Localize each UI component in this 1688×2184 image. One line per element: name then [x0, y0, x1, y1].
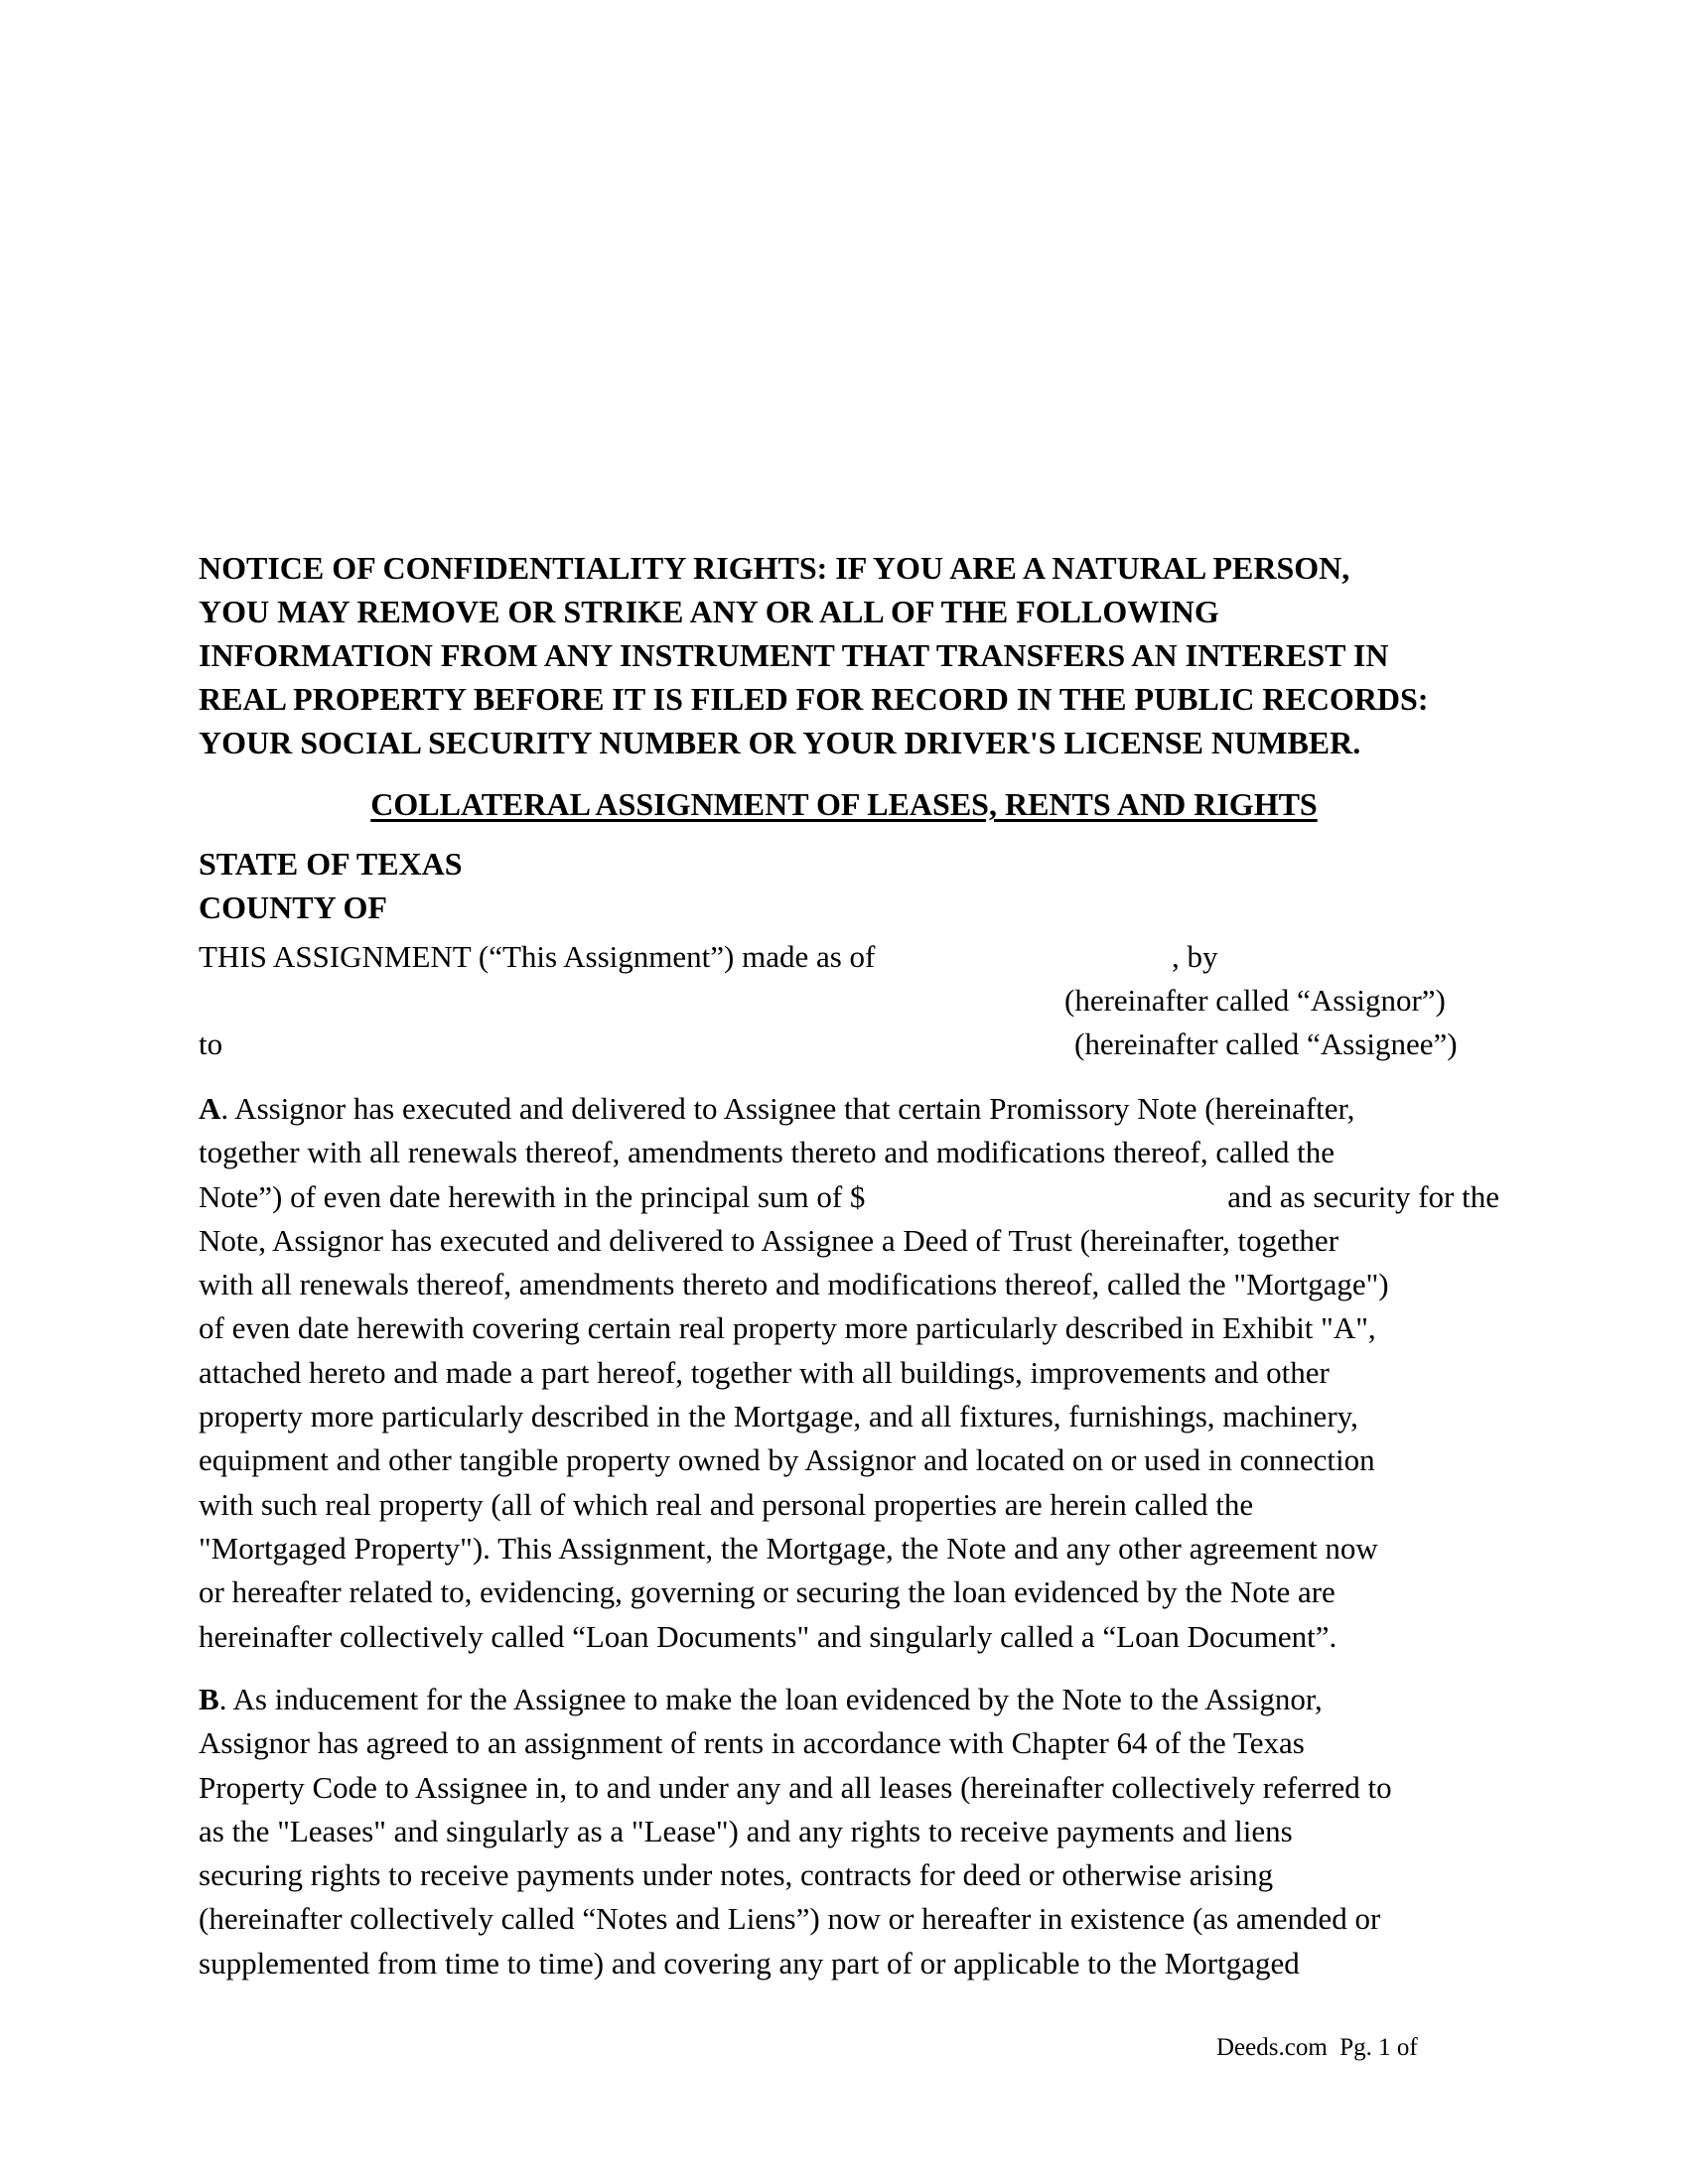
intro-made-as-of: THIS ASSIGNMENT (“This Assignment”) made as of	[199, 939, 876, 974]
document-title: COLLATERAL ASSIGNMENT OF LEASES, RENTS AND RIGHTS	[370, 786, 1318, 822]
para-line: together with all renewals thereof, amendments thereto and modifications thereof, called the	[199, 1135, 1335, 1170]
para-line: hereinafter collectively called “Loan Documents" and singularly called a “Loan Document”.	[199, 1618, 1337, 1654]
para-line: with such real property (all of which real and personal properties are herein called the	[199, 1486, 1254, 1522]
venue-block	[199, 842, 463, 929]
state-label: STATE OF TEXAS	[199, 846, 463, 882]
paragraph-label: B	[199, 1682, 219, 1716]
para-line: "Mortgaged Property"). This Assignment, the Mortgage, the Note and any other agreement now	[199, 1530, 1378, 1566]
footer-site: Deeds.com	[1216, 2034, 1328, 2061]
para-line: with all renewals thereof, amendments thereto and modifications thereof, called the "Mortgage")	[199, 1267, 1389, 1302]
paragraph-a	[199, 1087, 1499, 1659]
para-line: supplemented from time to time) and covering any part of or applicable to the Mortgaged	[199, 1945, 1300, 1980]
para-line: of even date herewith covering certain real property more particularly described in Exhibit "A",	[199, 1310, 1376, 1346]
confidentiality-notice	[199, 546, 1489, 764]
page-footer	[1216, 2033, 1418, 2063]
notice-line: YOU MAY REMOVE OR STRIKE ANY OR ALL OF THE FOLLOWING	[199, 594, 1219, 629]
para-line: securing rights to receive payments under notes, contracts for deed or otherwise arising	[199, 1857, 1274, 1893]
paragraph-b	[199, 1678, 1499, 1985]
notice-line: REAL PROPERTY BEFORE IT IS FILED FOR RECORD IN THE PUBLIC RECORDS:	[199, 681, 1429, 717]
para-line	[199, 1678, 1499, 1721]
footer-page-number: Pg. 1 of	[1339, 2034, 1418, 2061]
notice-line: INFORMATION FROM ANY INSTRUMENT THAT TRANSFERS AN INTEREST IN	[199, 637, 1389, 673]
para-line: as the "Leases" and singularly as a "Lease") and any rights to receive payments and liens	[199, 1813, 1293, 1848]
para-text: . As inducement for the Assignee to make the loan evidenced by the Note to the Assignor,	[218, 1682, 1323, 1716]
principal-sum-text: Note”) of even date herewith in the principal sum of $	[199, 1178, 866, 1214]
para-line: attached hereto and made a part hereof, together with all buildings, improvements and other	[199, 1354, 1330, 1390]
para-line: Assignor has agreed to an assignment of rents in accordance with Chapter 64 of the Texas	[199, 1725, 1305, 1761]
assignee-designation: (hereinafter called “Assignee”)	[1074, 1026, 1458, 1061]
intro-by: , by	[1172, 939, 1218, 974]
assignor-designation: (hereinafter called “Assignor”)	[1064, 983, 1446, 1018]
para-line	[199, 1087, 1499, 1131]
para-text: and as security for the	[1227, 1178, 1499, 1214]
intro-to: to	[199, 1026, 223, 1061]
para-text: . Assignor has executed and delivered to Assignee that certain Promissory Note (hereinafter,	[220, 1091, 1355, 1126]
paragraph-label: A	[199, 1091, 221, 1126]
para-line: equipment and other tangible property owned by Assignor and located on or used in connection	[199, 1442, 1375, 1478]
notice-line: YOUR SOCIAL SECURITY NUMBER OR YOUR DRIVER'S LICENSE NUMBER.	[199, 725, 1361, 760]
notice-line: NOTICE OF CONFIDENTIALITY RIGHTS: IF YOU ARE A NATURAL PERSON,	[199, 550, 1350, 586]
para-line: or hereafter related to, evidencing, governing or securing the loan evidenced by the Note are	[199, 1574, 1336, 1610]
para-line: (hereinafter collectively called “Notes and Liens”) now or hereafter in existence (as amended or	[199, 1901, 1381, 1937]
para-line	[199, 1175, 1499, 1219]
para-line: Property Code to Assignee in, to and under any and all leases (hereinafter collectively referred to	[199, 1769, 1392, 1805]
para-line: property more particularly described in the Mortgage, and all fixtures, furnishings, machinery,	[199, 1399, 1358, 1434]
county-label: COUNTY OF	[199, 889, 387, 925]
para-line: Note, Assignor has executed and delivered to Assignee a Deed of Trust (hereinafter, together	[199, 1222, 1339, 1258]
